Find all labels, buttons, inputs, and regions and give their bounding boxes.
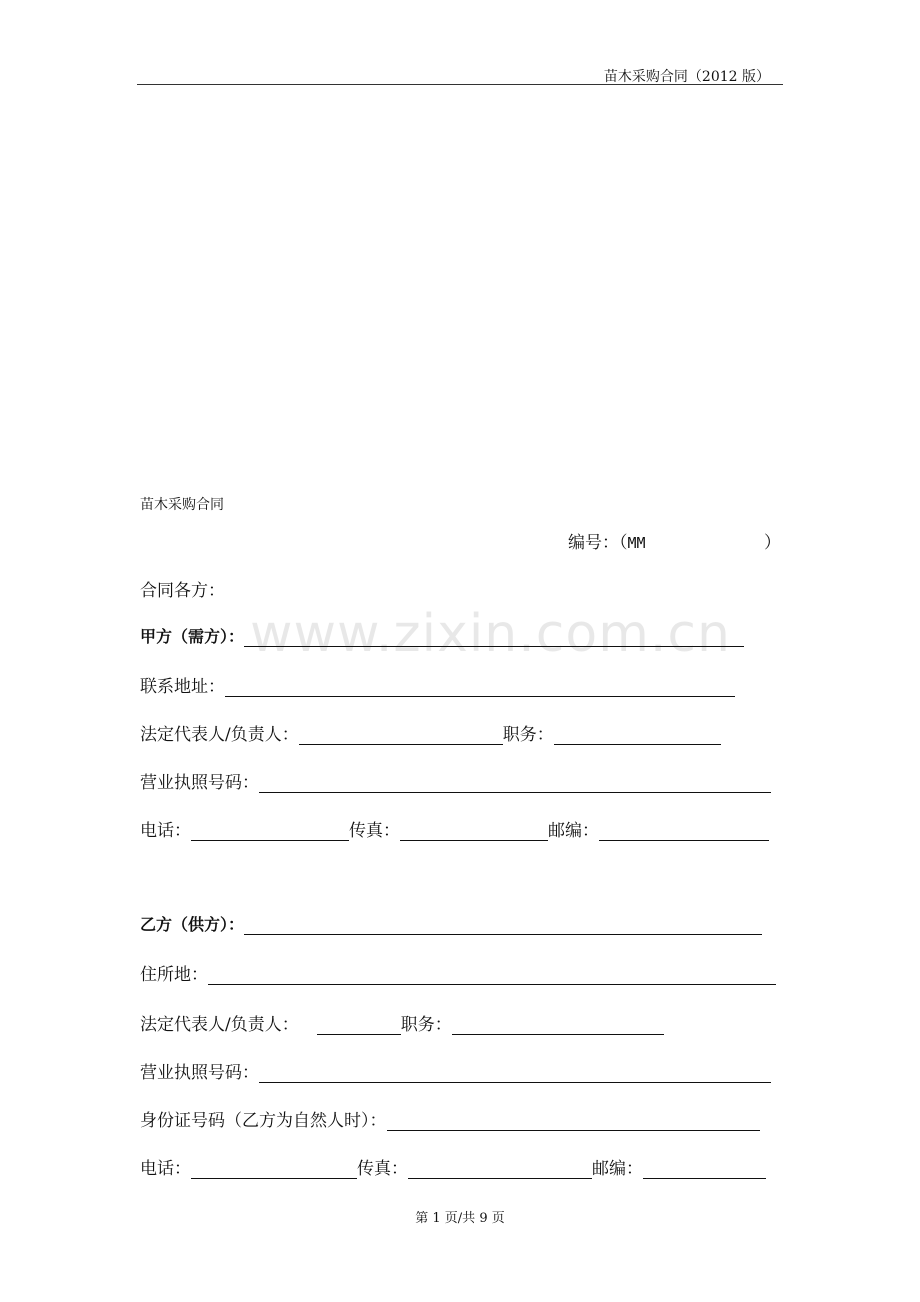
party-b-license-label: 营业执照号码：: [140, 1063, 259, 1083]
party-b-license-row: [140, 1058, 771, 1083]
party-a-title-label: 职务：: [502, 725, 554, 745]
party-b-phone-field[interactable]: [191, 1158, 357, 1179]
party-b-phone-label: 电话：: [140, 1159, 191, 1179]
party-a-name-field[interactable]: [244, 626, 744, 647]
party-b-fax-label: 传真：: [357, 1159, 408, 1179]
party-a-license-row: [140, 768, 771, 793]
party-b-id-field[interactable]: [387, 1110, 760, 1131]
page-footer: 第 1 页/共 9 页: [415, 1211, 505, 1226]
party-a-row: [140, 624, 744, 647]
party-a-zip-label: 邮编：: [548, 821, 599, 841]
party-b-rep-row: [140, 1010, 664, 1035]
party-b-residence-label: 住所地：: [140, 965, 208, 985]
party-b-id-row: [140, 1106, 760, 1131]
party-a-zip-field[interactable]: [599, 820, 769, 841]
party-b-fax-field[interactable]: [408, 1158, 592, 1179]
party-b-heading: 乙方（供方）：: [140, 915, 245, 934]
header-rule: [137, 84, 783, 85]
contract-number: [568, 528, 781, 553]
party-a-phone-label: 电话：: [140, 821, 191, 841]
party-a-rep-row: [140, 720, 721, 745]
parties-label: 合同各方：: [140, 581, 225, 601]
watermark: www.zixin.com.cn: [250, 604, 731, 664]
party-a-license-label: 营业执照号码：: [140, 773, 259, 793]
party-a-license-field[interactable]: [259, 772, 771, 793]
party-a-address-field[interactable]: [225, 676, 735, 697]
party-b-title-label: 职务：: [400, 1015, 452, 1035]
party-b-title-field[interactable]: [452, 1014, 664, 1035]
party-b-rep-field[interactable]: [317, 1014, 401, 1035]
party-a-rep-field[interactable]: [299, 724, 503, 745]
party-a-address-label: 联系地址：: [140, 677, 225, 697]
party-a-phone-field[interactable]: [191, 820, 349, 841]
party-b-zip-label: 邮编：: [592, 1159, 643, 1179]
contract-number-code: MM: [627, 534, 646, 552]
party-b-name-field[interactable]: [244, 914, 762, 935]
party-a-address-row: [140, 672, 735, 697]
party-b-license-field[interactable]: [259, 1062, 771, 1083]
contract-number-close: ）: [764, 533, 781, 553]
party-a-rep-label: 法定代表人/负责人：: [140, 725, 299, 745]
party-b-zip-field[interactable]: [643, 1158, 766, 1179]
party-b-row: [140, 912, 762, 935]
party-a-heading: 甲方（需方）：: [140, 627, 245, 646]
party-b-residence-field[interactable]: [208, 964, 776, 985]
running-header: 苗木采购合同（2012 版）: [603, 69, 770, 85]
party-b-id-label: 身份证号码（乙方为自然人时）：: [140, 1111, 387, 1131]
party-a-fax-field[interactable]: [400, 820, 548, 841]
party-a-fax-label: 传真：: [349, 821, 400, 841]
party-a-contact-row: [140, 816, 769, 841]
party-a-title-field[interactable]: [554, 724, 721, 745]
party-b-residence-row: [140, 960, 776, 985]
document-title: 苗木采购合同: [140, 497, 224, 513]
contract-number-label: 编号：（: [568, 533, 628, 553]
party-b-rep-label: 法定代表人/负责人：: [140, 1015, 299, 1035]
party-b-contact-row: [140, 1154, 766, 1179]
